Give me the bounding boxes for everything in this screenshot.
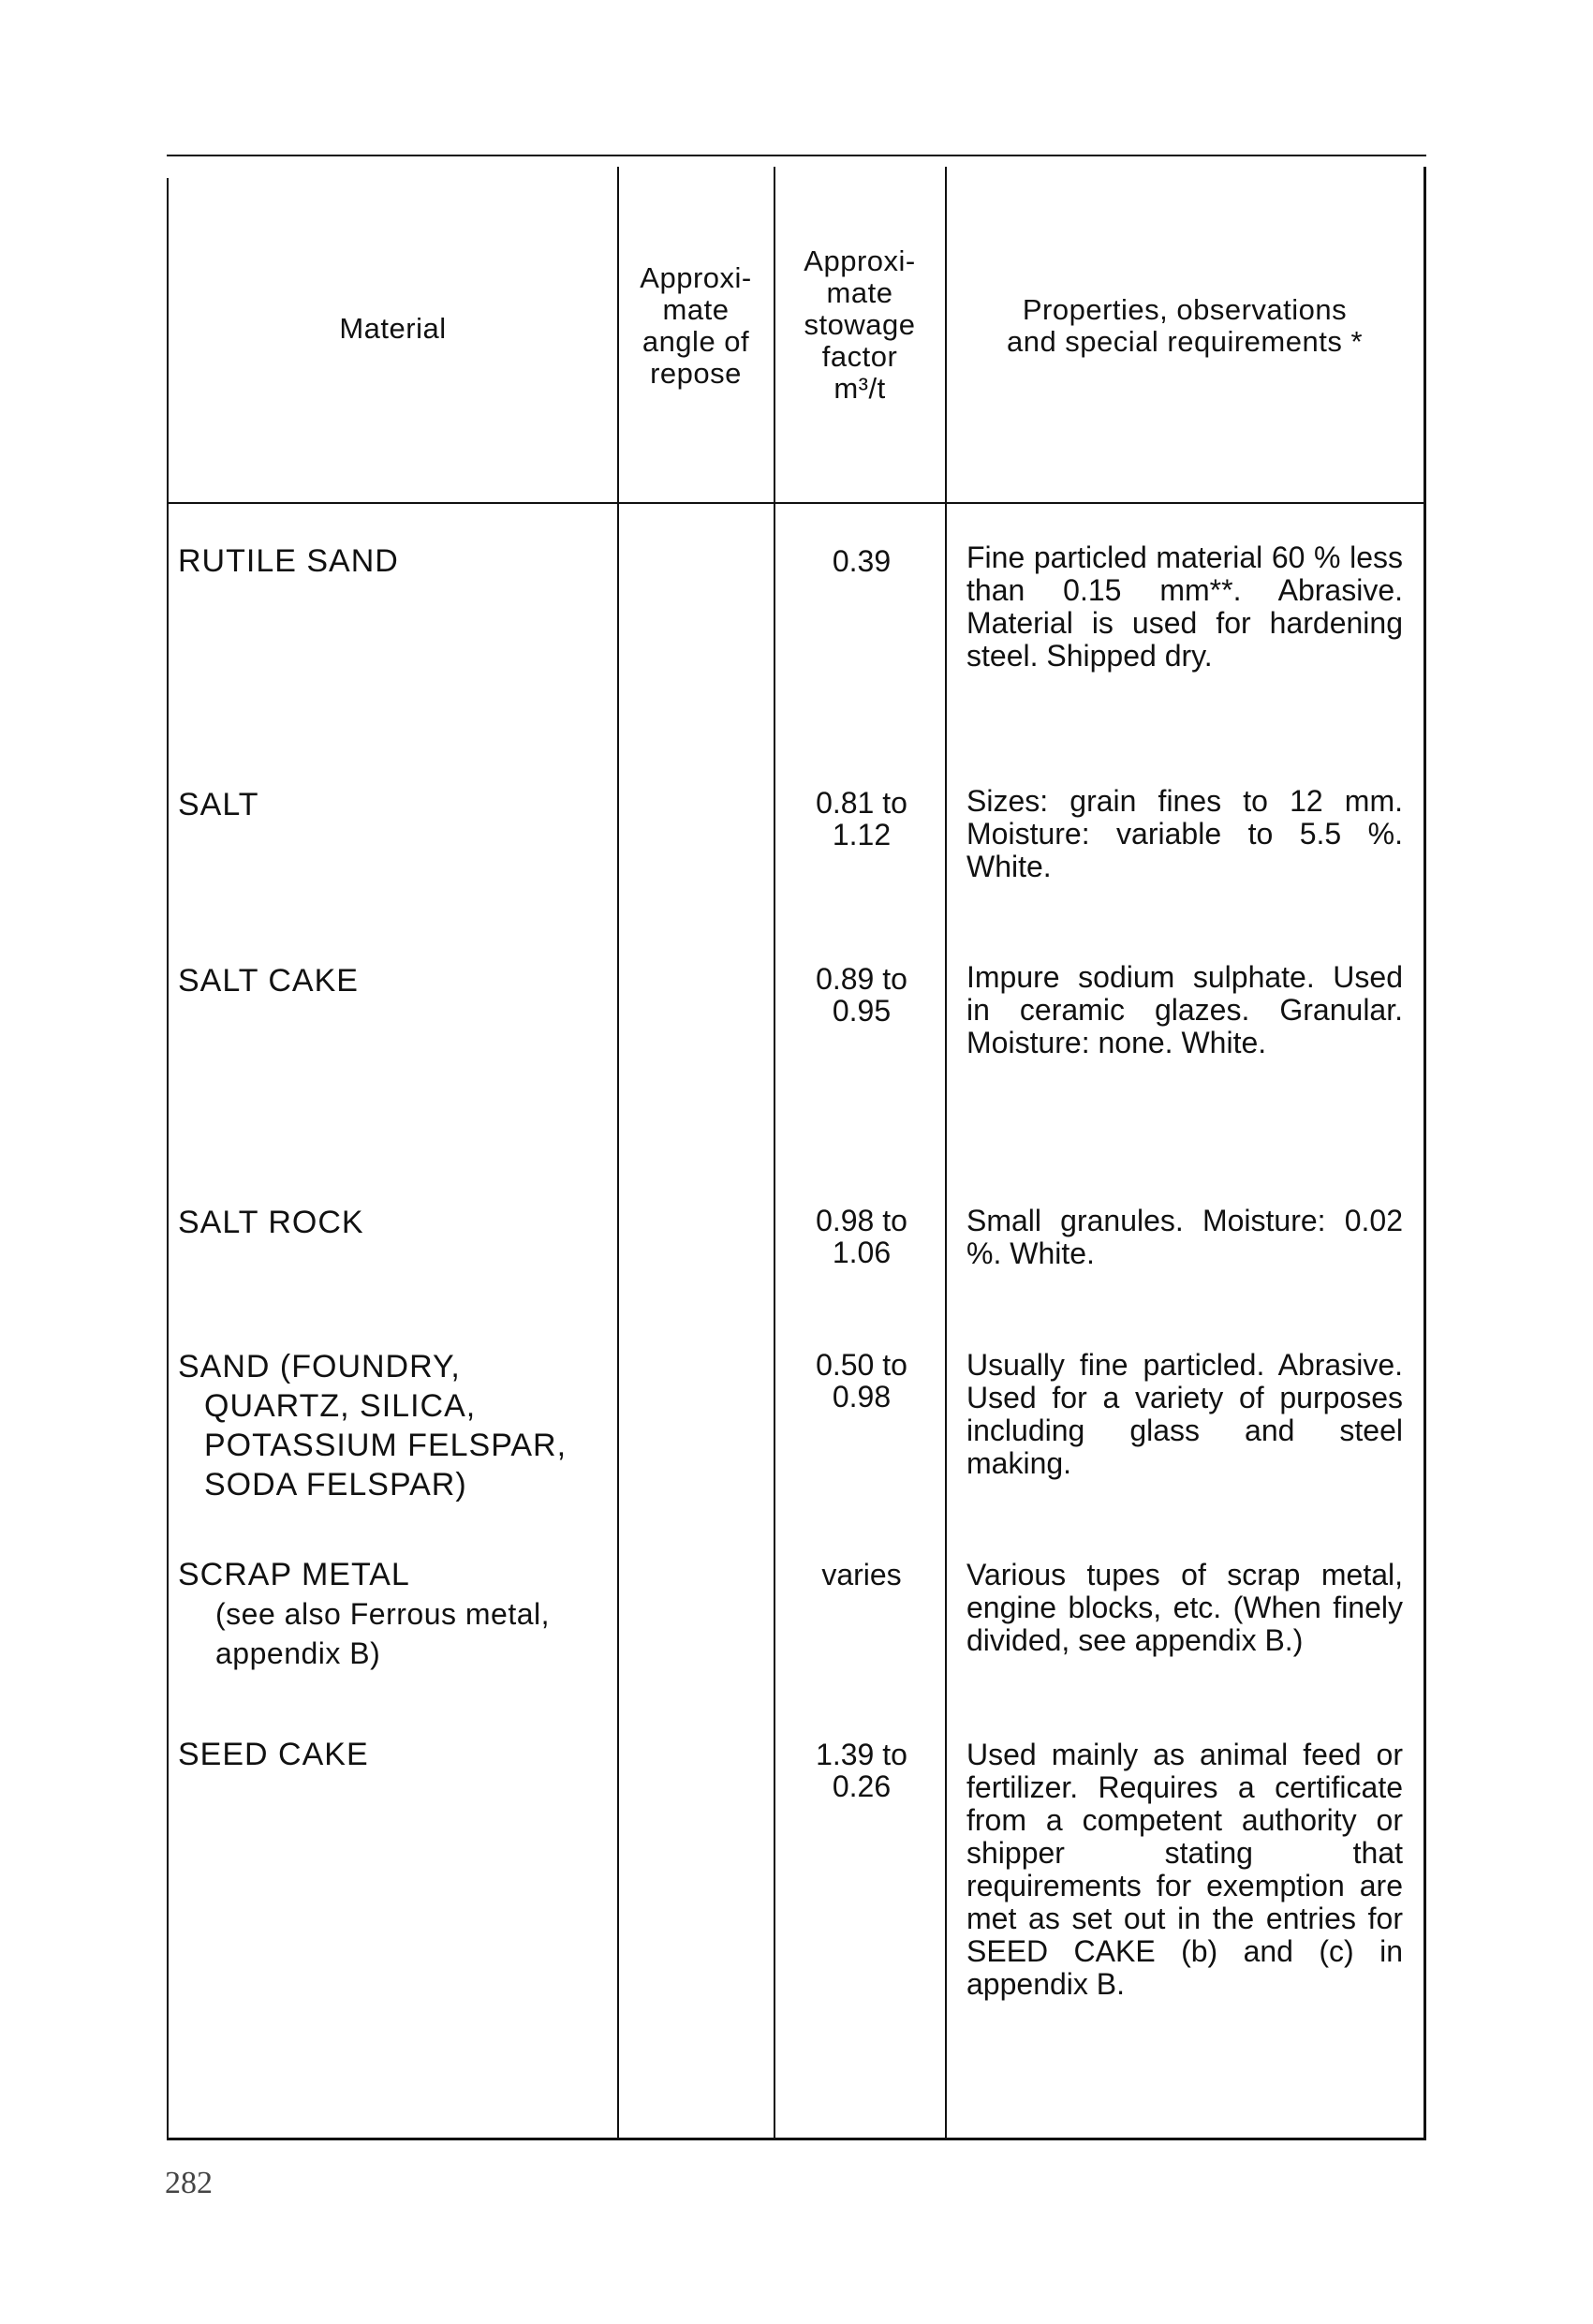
stowage-factor-value: 0.81 to bbox=[816, 786, 907, 820]
properties-cell bbox=[966, 1349, 1403, 1480]
material-note: (see also Ferrous metal, bbox=[215, 1597, 551, 1631]
stowage-factor-value: 1.06 bbox=[832, 1236, 892, 1269]
properties-text: Usually fine particled. Abrasive. Used for a variety of purposes including glass and steel making. bbox=[966, 1348, 1403, 1480]
header-stowage-line: factor bbox=[821, 340, 898, 373]
properties-text: Fine particled material 60 % less than 0.15 mm**. Abrasive. Material is used for hardening steel. Shipped dry. bbox=[966, 540, 1403, 673]
header-angle-line: mate bbox=[662, 293, 730, 326]
header-stowage-line: mate bbox=[826, 276, 893, 309]
header-stowage-line: stowage bbox=[804, 308, 916, 341]
stowage-factor-value: varies bbox=[821, 1558, 902, 1591]
properties-cell bbox=[966, 1559, 1403, 1657]
header-material bbox=[170, 313, 615, 345]
column-divider-1 bbox=[617, 167, 619, 2139]
properties-cell bbox=[966, 1739, 1403, 2001]
properties-cell bbox=[966, 961, 1403, 1059]
material-note: appendix B) bbox=[215, 1636, 381, 1670]
stowage-factor-value: 0.50 to bbox=[816, 1348, 907, 1382]
material-cell bbox=[178, 961, 627, 1000]
material-name: SALT ROCK bbox=[178, 1205, 364, 1240]
header-angle-line: repose bbox=[650, 357, 742, 390]
stowage-factor-cell bbox=[782, 1739, 941, 1802]
material-name: SAND (FOUNDRY, bbox=[178, 1349, 461, 1384]
properties-cell bbox=[966, 541, 1403, 673]
properties-text: Used mainly as animal feed or fertilizer. Requires a certificate from a competent authority or shipper stating that requirements for exemption are met as set out in the entries for SEED CAKE (b) and (c) in appendix B. bbox=[966, 1738, 1403, 2001]
column-divider-2 bbox=[774, 167, 775, 2139]
header-properties-line: and special requirements * bbox=[1006, 325, 1364, 358]
header-stowage-factor bbox=[776, 245, 943, 405]
stowage-factor-value: 0.95 bbox=[832, 994, 892, 1028]
properties-cell bbox=[966, 785, 1403, 883]
stowage-factor-cell bbox=[782, 545, 941, 577]
properties-text: Small granules. Moisture: 0.02 %. White. bbox=[966, 1204, 1403, 1270]
table-bottom-rule bbox=[167, 2138, 1426, 2140]
column-divider-3 bbox=[945, 167, 947, 2139]
left-border bbox=[167, 178, 169, 2139]
material-cell bbox=[178, 541, 627, 581]
material-name: SEED CAKE bbox=[178, 1737, 369, 1772]
header-angle-line: angle of bbox=[642, 325, 750, 358]
header-angle-line: Approxi- bbox=[640, 261, 752, 294]
stowage-factor-cell bbox=[782, 1559, 941, 1591]
material-cell bbox=[178, 1347, 627, 1504]
material-cell bbox=[178, 1203, 627, 1242]
properties-cell bbox=[966, 1205, 1403, 1270]
header-properties bbox=[948, 294, 1422, 358]
header-material-label: Material bbox=[339, 312, 447, 345]
header-bottom-rule bbox=[167, 502, 1426, 504]
right-border bbox=[1423, 167, 1426, 2139]
stowage-factor-value: 0.39 bbox=[832, 544, 892, 578]
header-stowage-line: Approxi- bbox=[804, 244, 916, 277]
material-name: SALT bbox=[178, 787, 259, 822]
stowage-factor-cell bbox=[782, 963, 941, 1027]
header-properties-line: Properties, observations bbox=[1022, 293, 1348, 326]
header-stowage-line: m³/t bbox=[833, 372, 886, 405]
material-name: SODA FELSPAR) bbox=[204, 1467, 467, 1502]
stowage-factor-value: 0.89 to bbox=[816, 962, 907, 996]
material-cell bbox=[178, 1735, 627, 1774]
table-top-rule bbox=[167, 155, 1426, 156]
material-name: SCRAP METAL bbox=[178, 1557, 410, 1592]
properties-text: Sizes: grain fines to 12 mm. Moisture: variable to 5.5 %. White. bbox=[966, 784, 1403, 883]
properties-text: Impure sodium sulphate. Used in ceramic glazes. Granular. Moisture: none. White. bbox=[966, 960, 1403, 1059]
material-name: POTASSIUM FELSPAR, bbox=[204, 1428, 568, 1463]
page-number: 282 bbox=[165, 2166, 213, 2200]
material-cell bbox=[178, 1555, 627, 1673]
material-name: QUARTZ, SILICA, bbox=[204, 1388, 477, 1424]
material-cell bbox=[178, 785, 627, 824]
stowage-factor-cell bbox=[782, 787, 941, 851]
stowage-factor-value: 1.39 to bbox=[816, 1738, 907, 1771]
stowage-factor-value: 0.98 bbox=[832, 1380, 892, 1414]
stowage-factor-cell bbox=[782, 1205, 941, 1268]
properties-text: Various tupes of scrap metal, engine blocks, etc. (When finely divided, see appendix B.) bbox=[966, 1558, 1403, 1657]
stowage-factor-value: 1.12 bbox=[832, 818, 892, 851]
header-angle-of-repose bbox=[620, 262, 772, 390]
stowage-factor-value: 0.98 to bbox=[816, 1204, 907, 1237]
stowage-factor-cell bbox=[782, 1349, 941, 1413]
material-name: SALT CAKE bbox=[178, 963, 359, 999]
material-name: RUTILE SAND bbox=[178, 543, 399, 579]
stowage-factor-value: 0.26 bbox=[832, 1769, 892, 1803]
